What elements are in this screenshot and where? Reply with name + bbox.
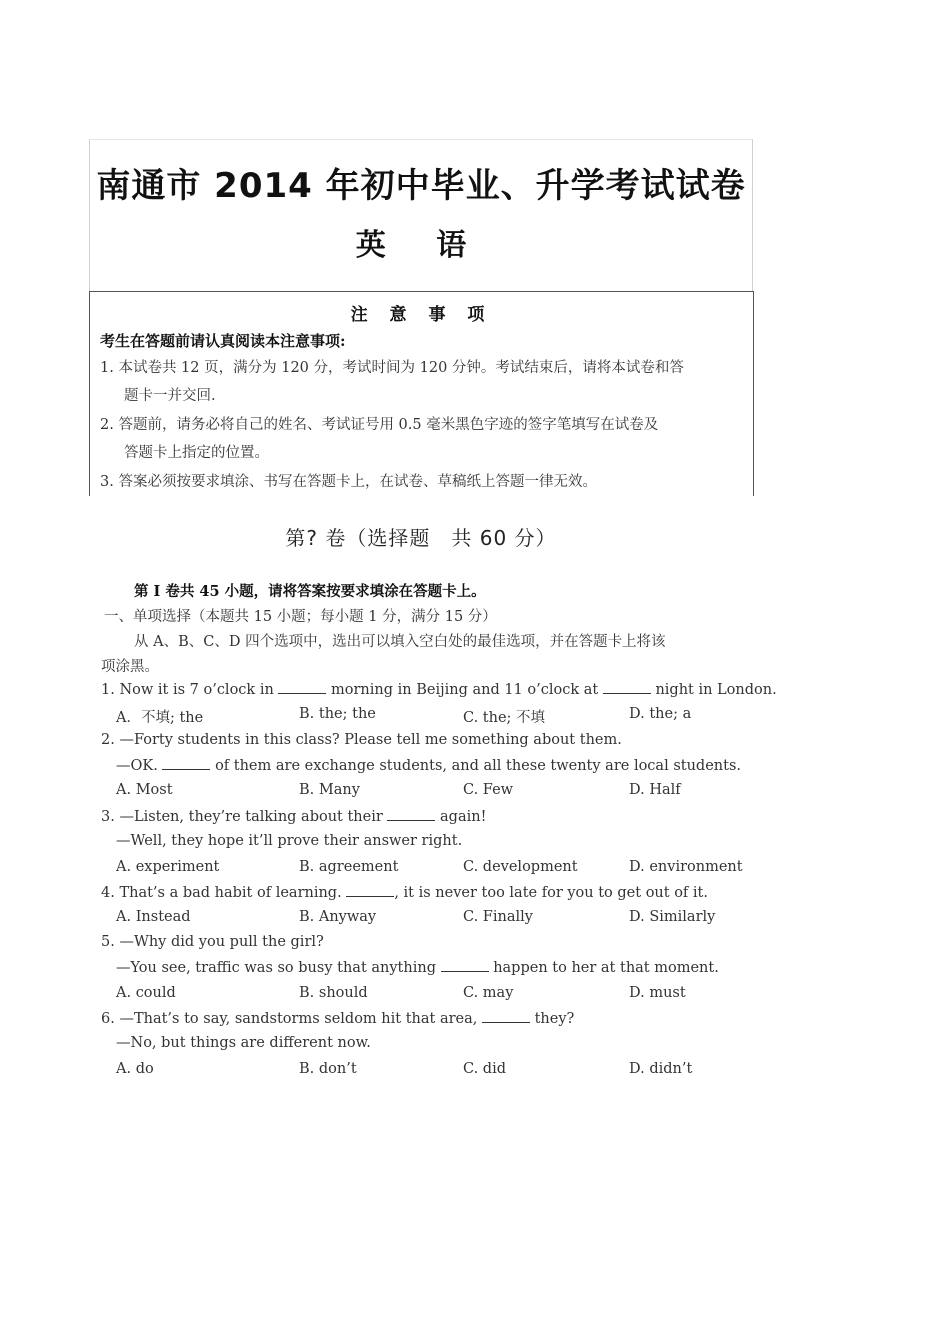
stem-text: —You see, traffic was so busy that anything	[116, 960, 436, 976]
answer-blank	[162, 757, 210, 770]
option-a: A. Instead	[116, 909, 191, 925]
option-b: B. should	[299, 985, 368, 1001]
notice-box	[89, 291, 754, 496]
stem-text: again!	[440, 809, 487, 825]
option-d: D. didn’t	[629, 1061, 693, 1077]
stem-text: of them are exchange students, and all these twenty are local students.	[215, 758, 742, 774]
notice-item-line: 答题卡上指定的位置。	[124, 445, 269, 461]
question-stem: 2. —Forty students in this class? Please tell me something about them.	[101, 732, 622, 748]
notice-title: 注 意 事 项	[350, 305, 493, 325]
option-a: A. Most	[116, 782, 173, 798]
stem-text: night in London.	[655, 682, 777, 698]
answer-blank	[603, 681, 651, 694]
answer-blank	[482, 1010, 530, 1023]
notice-item-line: 2. 答题前，请务必将自己的姓名、考试证号用 0.5 毫米黑色字迹的签字笔填写在试卷及	[100, 417, 659, 433]
question-stem: —Well, they hope it’ll prove their answer right.	[116, 833, 463, 849]
stem-text: —OK.	[116, 758, 158, 774]
option-c: C. Finally	[463, 909, 533, 925]
section-heading: 第? 卷（选择题 共 60 分）	[285, 526, 557, 550]
stem-text: 6. —That’s to say, sandstorms seldom hit that area,	[101, 1011, 478, 1027]
notice-item-line: 题卡一并交回.	[124, 388, 216, 404]
option-a: A. do	[116, 1061, 154, 1077]
option-c: C. Few	[463, 782, 514, 798]
option-b: B. Anyway	[299, 909, 377, 925]
question-stem	[101, 1010, 574, 1027]
question-stem	[116, 757, 741, 774]
answer-blank	[387, 808, 435, 821]
option-a: A．不填; the	[116, 710, 204, 726]
option-b: B. Many	[299, 782, 360, 798]
question-stem	[101, 808, 486, 825]
option-d: D. Half	[629, 782, 681, 798]
directions-line: 项涂黑。	[101, 659, 159, 675]
option-d: D. Similarly	[629, 909, 716, 925]
stem-text: 4. That’s a bad habit of learning.	[101, 885, 342, 901]
option-a: A. could	[116, 985, 176, 1001]
notice-item-line: 3. 答案必须按要求填涂、书写在答题卡上，在试卷、草稿纸上答题一律无效。	[100, 474, 597, 490]
exam-subject: 英 语	[355, 228, 487, 263]
stem-text: morning in Beijing and 11 o’clock at	[331, 682, 599, 698]
option-b: B. the; the	[299, 706, 376, 722]
stem-text: they?	[534, 1011, 575, 1027]
answer-blank	[441, 959, 489, 972]
option-d: D. environment	[629, 859, 743, 875]
question-stem: —No, but things are different now.	[116, 1035, 371, 1051]
question-stem	[116, 959, 719, 976]
stem-text: , it is never too late for you to get out of it.	[394, 885, 708, 901]
notice-item	[100, 468, 740, 496]
answer-blank	[346, 884, 394, 897]
exam-title: 南通市 2014 年初中毕业、升学考试试卷	[96, 166, 746, 206]
option-c: C. the; 不填	[463, 710, 546, 726]
answer-blank	[278, 681, 326, 694]
part-heading: 一、单项选择（本题共 15 小题；每小题 1 分，满分 15 分）	[104, 609, 497, 625]
option-a: A. experiment	[116, 859, 220, 875]
option-c: C. may	[463, 985, 514, 1001]
question-stem	[101, 884, 708, 901]
stem-text: 3. —Listen, they’re talking about their	[101, 809, 383, 825]
question-stem	[101, 681, 777, 698]
question-stem: 5. —Why did you pull the girl?	[101, 934, 324, 950]
option-c: C. development	[463, 859, 578, 875]
option-d: D. the; a	[629, 706, 692, 722]
section-instruction: 第 I 卷共 45 小题，请将答案按要求填涂在答题卡上。	[134, 583, 486, 600]
option-c: C. did	[463, 1061, 506, 1077]
notice-item-line: 1. 本试卷共 12 页，满分为 120 分，考试时间为 120 分钟。考试结束后，请将本试卷和答	[100, 360, 684, 376]
option-d: D. must	[629, 985, 686, 1001]
notice-lead: 考生在答题前请认真阅读本注意事项:	[100, 332, 346, 350]
notice-item	[100, 354, 740, 410]
notice-item	[100, 411, 740, 467]
directions-line: 从 A、B、C、D 四个选项中，选出可以填入空白处的最佳选项，并在答题卡上将该	[134, 634, 666, 650]
option-b: B. don’t	[299, 1061, 357, 1077]
option-b: B. agreement	[299, 859, 399, 875]
stem-text: 1. Now it is 7 o’clock in	[101, 682, 274, 698]
exam-title-box	[89, 139, 753, 291]
stem-text: happen to her at that moment.	[493, 960, 719, 976]
